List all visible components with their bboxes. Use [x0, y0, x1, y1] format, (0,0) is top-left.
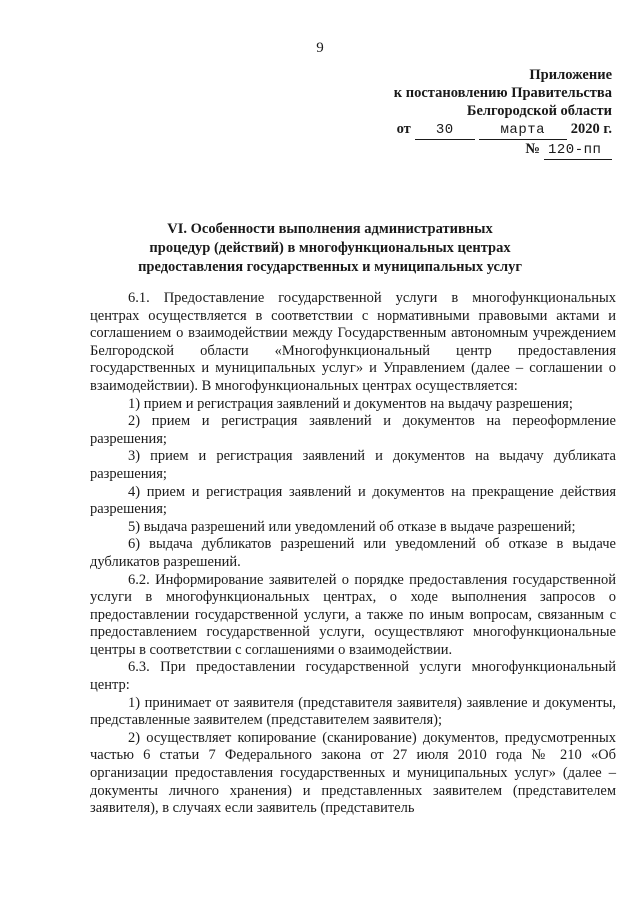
page-number: 9 [316, 40, 324, 56]
paragraph-6-3: 6.3. При предоставлении государственной услуги многофункциональный центр: [90, 659, 616, 694]
paragraph-6-3-item-2: 2) осуществляет копирование (сканирование) документов, предусмотренных частью 6 статьи 7 Федерального закона от 27 июля 2010 года № 210 «Об организации предоставления государственных и муниципальных услуг» (далее – документы личного хранения) и представленных заявителем (представителем заявителя), в случаях если заявитель (представитель [90, 729, 616, 817]
number-value: 120-пп [544, 141, 612, 160]
appendix-date [352, 120, 612, 140]
appendix-resolution: к постановлению Правительства [393, 85, 612, 101]
appendix-number [352, 140, 612, 160]
list-item-4: 4) прием и регистрация заявлений и документов на прекращение действия разрешения; [90, 483, 616, 518]
list-item-5: 5) выдача разрешений или уведомлений об отказе в выдаче разрешений; [128, 518, 576, 535]
section-title-line-2: процедур (действий) в многофункциональных центрах [149, 240, 511, 256]
paragraph-6-1: 6.1. Предоставление государственной услуги в многофункциональных центрах осуществляется в соответствии с нормативными правовыми актами и соглашением о взаимодействии между Государственным автономным учреждением Белгородской области «Многофункциональный центр предоставления государственных и муниципальных услуг» и Управлением (далее – соглашении о взаимодействии). В многофункциональных центрах осуществляется: [90, 290, 616, 394]
list-item-2: 2) прием и регистрация заявлений и документов на переоформление разрешения; [90, 413, 616, 447]
section-title-line-1: VI. Особенности выполнения административных [167, 221, 493, 237]
date-month: марта [479, 121, 567, 140]
appendix-title: Приложение [529, 67, 612, 83]
appendix-header [352, 66, 612, 160]
list-item-6: 6) выдача дубликатов разрешений или уведомлений об отказе в выдаче дубликатов разрешений. [90, 536, 616, 570]
section-title-line-3: предоставления государственных и муниципальных услуг [138, 259, 522, 275]
list-item-1: 1) прием и регистрация заявлений и документов на выдачу разрешения; [128, 395, 573, 412]
date-year: 2020 г. [570, 121, 612, 137]
appendix-region: Белгородской области [466, 103, 612, 119]
list-item-3: 3) прием и регистрация заявлений и документов на выдачу дубликата разрешения; [90, 448, 616, 482]
date-day: 30 [415, 121, 475, 140]
section-title [90, 220, 570, 277]
paragraph-6-2: 6.2. Информирование заявителей о порядке предоставления государственной услуги в многофункциональных центрах, о ходе выполнения запросов о предоставлении государственной услуги, а также по иным вопросам, связанным с предоставлением государственной услуги, осуществляют многофункциональные центры в соответствии с соглашениями о взаимодействии. [90, 571, 616, 658]
number-prefix: № [525, 141, 540, 157]
document-body [90, 290, 616, 818]
date-prefix: от [396, 121, 411, 137]
paragraph-6-3-item-1: 1) принимает от заявителя (представителя заявителя) заявление и документы, представленные заявителем (представителем заявителя); [90, 694, 616, 729]
